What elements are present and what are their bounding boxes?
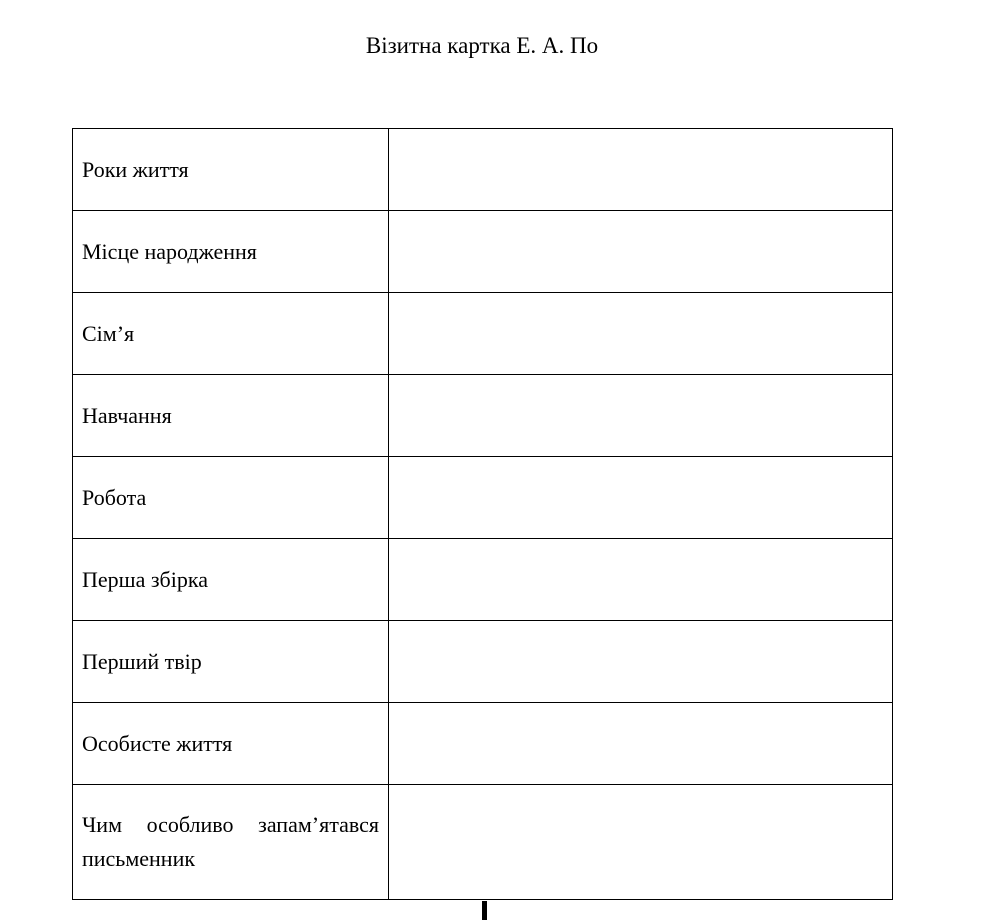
row-label-work: Робота — [73, 457, 389, 539]
row-value-work[interactable] — [389, 457, 893, 539]
row-value-life-years[interactable] — [389, 129, 893, 211]
table-row — [73, 539, 893, 621]
table-row — [73, 785, 893, 900]
row-value-family[interactable] — [389, 293, 893, 375]
row-value-first-collection[interactable] — [389, 539, 893, 621]
business-card-table — [72, 128, 893, 900]
row-label-family: Сім’я — [73, 293, 389, 375]
row-value-remembered-for[interactable] — [389, 785, 893, 900]
table-row — [73, 293, 893, 375]
row-value-first-work[interactable] — [389, 621, 893, 703]
row-value-education[interactable] — [389, 375, 893, 457]
table-row — [73, 129, 893, 211]
table-row — [73, 703, 893, 785]
row-label-first-work: Перший твір — [73, 621, 389, 703]
row-label-birthplace: Місце народження — [73, 211, 389, 293]
table-row — [73, 621, 893, 703]
table-row — [73, 211, 893, 293]
page-title: Візитна картка Е. А. По — [365, 33, 599, 58]
table-row — [73, 375, 893, 457]
row-label-life-years: Роки життя — [73, 129, 389, 211]
row-label-remembered-for: Чим особливо запам’ятався письменник — [73, 785, 389, 900]
row-label-personal-life: Особисте життя — [73, 703, 389, 785]
row-value-birthplace[interactable] — [389, 211, 893, 293]
text-cursor — [482, 901, 487, 920]
row-label-first-collection: Перша збірка — [73, 539, 389, 621]
row-value-personal-life[interactable] — [389, 703, 893, 785]
table-row — [73, 457, 893, 539]
row-label-education: Навчання — [73, 375, 389, 457]
